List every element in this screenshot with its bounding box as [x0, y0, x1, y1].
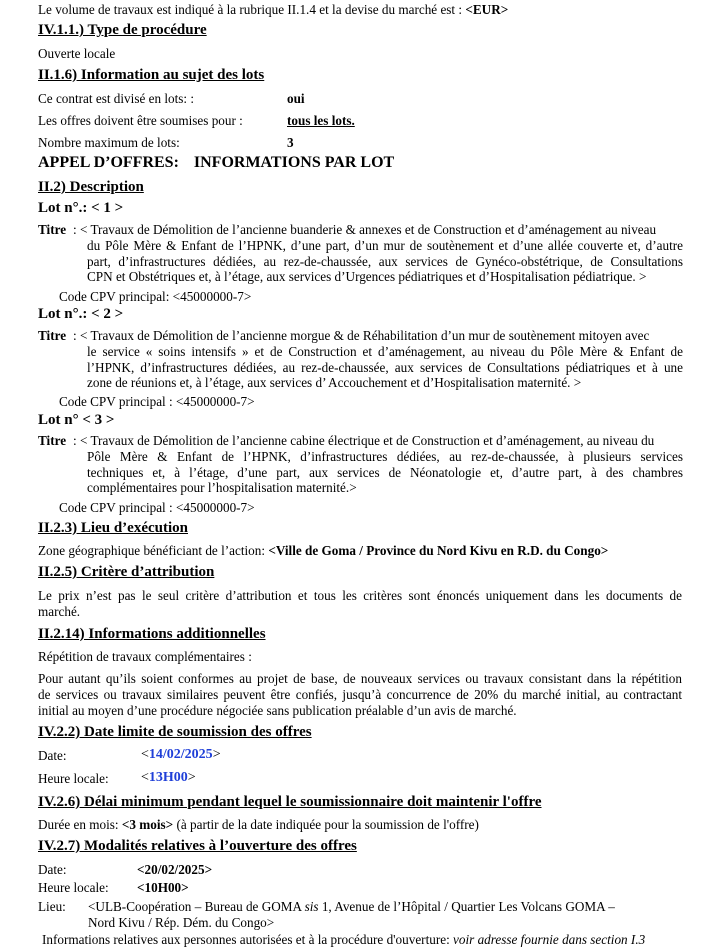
max-lots-label: Nombre maximum de lots: — [38, 135, 180, 150]
ouverture-heading: IV.2.7) Modalités relatives à l’ouverture des offres — [38, 838, 357, 854]
lot-1-title-label: Titre — [38, 222, 67, 237]
lot-1-line-3: part, d’infrastructures dédiées, au rez-de-chaussée, aux services de Gynéco-obstétrique, de Consultations — [87, 253, 683, 269]
ouverture-date-value: <20/02/2025> — [137, 862, 213, 877]
lots-divided-value: oui — [287, 91, 305, 106]
ouverture-date-label: Date: — [38, 862, 67, 877]
lots-info-heading: II.1.6) Information au sujet des lots — [38, 67, 265, 83]
procedure-value: Ouverte locale — [38, 46, 116, 61]
lot-1-line-1: : < Travaux de Démolition de l’ancienne buanderie & annexes et de Construction et d’aménagement au niveau — [73, 222, 657, 237]
ouverture-info-line — [42, 932, 645, 948]
appel-right: INFORMATIONS PAR LOT — [193, 154, 395, 171]
lot-3-line-1: : < Travaux de Démolition de l’ancienne cabine électrique et de Construction et d’aménagement, au niveau du — [73, 433, 655, 448]
procedure-heading: IV.1.1.) Type de procédure — [38, 22, 207, 38]
lot-2-line-2: le service « soins intensifs » et de Construction et d’aménagement, au niveau du Pôle Mère & Enfant de — [87, 343, 683, 359]
delai-label: Durée en mois: — [38, 817, 122, 832]
appel-left: APPEL D’OFFRES: — [38, 154, 179, 171]
additionnelles-line-3: initial au moyen d’une procédure négociée sans publication préalable d’un avis de marché. — [38, 703, 517, 718]
critere-heading: II.2.5) Critère d’attribution — [38, 564, 215, 580]
lot-2-label: Lot n°.: < 2 > — [38, 306, 124, 322]
ouverture-lieu-part-c: 1, Avenue de l’Hôpital / Quartier Les Volcans GOMA – — [318, 899, 615, 914]
lot-2-title — [38, 328, 684, 392]
ouverture-lieu-line-1 — [88, 899, 615, 915]
lot-3-cpv: Code CPV principal : <45000000-7> — [59, 500, 255, 515]
lot-2-line-1: : < Travaux de Démolition de l’ancienne morgue & de Réhabilitation d’un mur de soutènement mitoyen avec — [73, 328, 650, 343]
ouverture-lieu-label: Lieu: — [38, 899, 66, 914]
date-limite-heading: IV.2.2) Date limite de soumission des offres — [38, 724, 312, 740]
description-heading: II.2) Description — [38, 179, 144, 195]
lot-3-title-label: Titre — [38, 433, 67, 448]
lot-1-title — [38, 222, 684, 286]
lot-1-label: Lot n°.: < 1 > — [38, 200, 124, 216]
lot-1-cpv: Code CPV principal: <45000000-7> — [59, 289, 252, 304]
ouverture-time-value: <10H00> — [137, 880, 189, 895]
date-limite-time: <13H00> — [141, 770, 196, 785]
lot-1-line-2: du Pôle Mère & Enfant de l’HPNK, d’une part, d’un mur de soutènement et d’une allée couverte et, d’autre — [87, 237, 683, 253]
date-limite-time-label: Heure locale: — [38, 771, 109, 786]
lot-2-title-label: Titre — [38, 328, 67, 343]
lot-2-line-3: l’HPNK, d’infrastructures dédiées, au rez-de-chaussée, aux services de Consultations pédiatriques et à une — [87, 359, 683, 375]
delai-value: <3 mois> — [121, 817, 174, 832]
lot-2-cpv: Code CPV principal : <45000000-7> — [59, 394, 255, 409]
lot-3-label: Lot n° < 3 > — [38, 412, 115, 428]
offers-submitted-label: Les offres doivent être soumises pour : — [38, 113, 243, 128]
additionnelles-line-2: de services ou travaux similaires peuvent être confiés, jusqu’à concurrence de 20% du marché initial, au contractant — [38, 687, 682, 702]
additionnelles-heading: II.2.14) Informations additionnelles — [38, 626, 266, 642]
lot-3-title — [38, 433, 684, 497]
intro-text: Le volume de travaux est indiqué à la rubrique II.1.4 et la devise du marché est : — [38, 2, 466, 17]
delai-line — [38, 817, 479, 833]
date-limite-date: <14/02/2025> — [141, 747, 221, 762]
lieu-heading: II.2.3) Lieu d’exécution — [38, 520, 188, 536]
ouverture-info-text: Informations relatives aux personnes autorisées et à la procédure d'ouverture: — [42, 932, 454, 947]
currency-value: <EUR> — [465, 2, 509, 17]
lot-2-line-4: zone de réunions et, à l’étage, aux services d’ Accouchement et d’Hospitalisation maternité. > — [87, 375, 582, 391]
additionnelles-subtitle: Répétition de travaux complémentaires : — [38, 649, 252, 664]
lieu-line — [38, 543, 608, 559]
lot-3-line-3: techniques et, à l’étage, d’une part, aux services de Néonatologie et, d’autre part, à des chambres — [87, 464, 683, 480]
intro-line — [38, 2, 508, 18]
lieu-value: <Ville de Goma / Province du Nord Kivu en R.D. du Congo> — [268, 543, 609, 558]
date-limite-time-value: 13H00 — [148, 770, 188, 785]
delai-heading: IV.2.6) Délai minimum pendant lequel le soumissionnaire doit maintenir l'offre — [38, 794, 542, 810]
lot-1-line-4: CPN et Obstétriques et, à l’étage, aux services d’Urgences pédiatriques et d’Hospitalisation pédiatrique. > — [87, 269, 647, 285]
appel-offres-heading — [38, 155, 394, 171]
offers-submitted-value: tous les lots. — [287, 113, 355, 128]
ouverture-lieu-part-a: <ULB-Coopération – Bureau de GOMA — [88, 899, 305, 914]
delai-note: (à partir de la date indiquée pour la soumission de l'offre) — [173, 817, 479, 832]
date-limite-date-value: 14/02/2025 — [148, 747, 213, 762]
max-lots-value: 3 — [287, 135, 294, 150]
additionnelles-line-1: Pour autant qu’ils soient conformes au projet de base, de nouveaux services ou travaux consistant dans la répétition — [38, 671, 682, 686]
ouverture-info-link: voir adresse fournie dans section I.3 — [453, 932, 646, 947]
critere-line-2: marché. — [38, 604, 81, 619]
date-limite-date-label: Date: — [38, 748, 67, 763]
ouverture-time-label: Heure locale: — [38, 880, 109, 895]
lieu-text: Zone géographique bénéficiant de l’action: — [38, 543, 269, 558]
ouverture-lieu-part-b: sis — [304, 899, 319, 914]
lot-3-line-4: complémentaires pour l’hospitalisation maternité.> — [87, 480, 357, 496]
critere-line-1: Le prix n’est pas le seul critère d’attribution et tous les critères sont énoncés uniquement dans les documents de — [38, 588, 682, 603]
ouverture-lieu-line-2: Nord Kivu / Rép. Dém. du Congo> — [88, 915, 275, 930]
lot-3-line-2: Pôle Mère & Enfant de l’HPNK, d’infrastructures dédiées, au rez-de-chaussée, à plusieurs services — [87, 448, 683, 464]
lots-divided-label: Ce contrat est divisé en lots: : — [38, 91, 195, 106]
